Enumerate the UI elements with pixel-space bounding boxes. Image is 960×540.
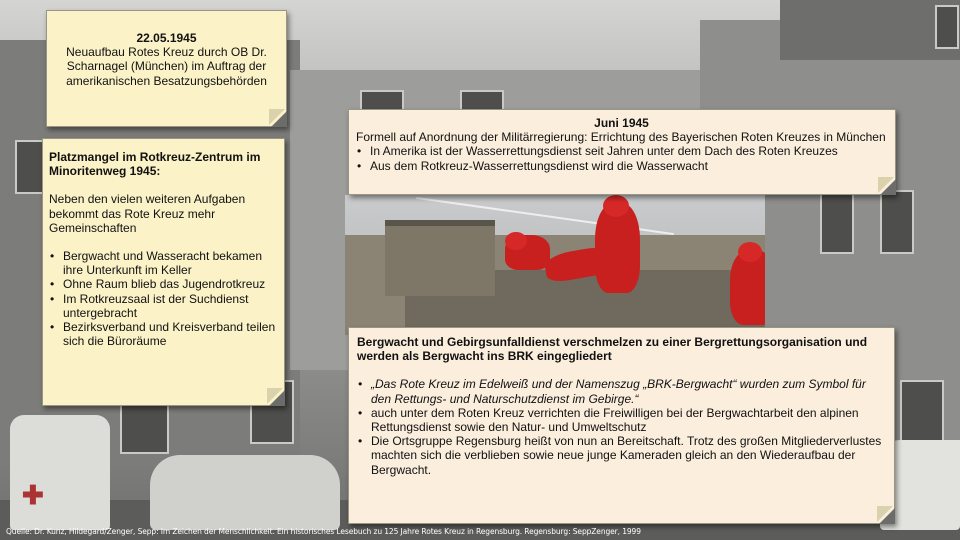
list-item: • Die Ortsgruppe Regensburg heißt von nun an Bereitschaft. Trotz des großen Mitgliederverlustes machten sich die verblieben sowie neue junge Kameraden gleich an den Wiederaufbau der Bergwacht.: [357, 434, 886, 477]
note-date: Juni 1945: [594, 116, 649, 130]
background-window: [935, 5, 959, 49]
list-item: • Bergwacht und Wasseracht bekamen ihre Unterkunft im Keller: [49, 249, 276, 277]
source-citation: Quelle: Dr. Kunz, Hildegard/Zenger, Sepp: Im Zeichen der Menschlichkeit. Ein historisches Lesebuch zu 125 Jahre Rotes Kreuz in Regensburg. Regensburg: SeppZenger, 1999: [6, 527, 641, 536]
photo-chimney: [385, 220, 495, 296]
list-item: • Ohne Raum blieb das Jugendrotkreuz: [49, 277, 276, 291]
note-bullet-list: [356, 144, 887, 172]
note-line: Neuaufbau Rotes Kreuz durch OB Dr.: [66, 45, 267, 60]
photo-helmet: [505, 232, 527, 250]
background-window: [880, 190, 914, 254]
note-mountain-rescue: [348, 327, 895, 524]
note-space-shortage: [42, 138, 285, 406]
list-item: • Aus dem Rotkreuz-Wasserrettungsdienst wird die Wasserwacht: [356, 159, 887, 173]
note-line: Scharnagel (München) im Auftrag der: [66, 59, 267, 74]
note-date: 22.05.1945: [136, 31, 197, 45]
list-item: • Im Rotkreuzsaal ist der Suchdienst untergebracht: [49, 292, 276, 320]
note-may-1945: [46, 10, 287, 127]
red-cross-icon: ✚: [22, 480, 44, 510]
background-car: [150, 455, 340, 530]
note-title: Bergwacht und Gebirgsunfalldienst verschmelzen zu einer Bergrettungsorganisation und werden als Bergwacht ins BRK eingegliedert: [357, 335, 868, 364]
note-intro: Neben den vielen weiteren Aufgaben bekommt das Rote Kreuz mehr Gemeinschaften: [49, 192, 246, 235]
note-bullet-list: [49, 249, 276, 348]
list-item: • Bezirksverband und Kreisverband teilen sich die Büroräume: [49, 320, 276, 348]
list-item: • auch unter dem Roten Kreuz verrichten die Freiwilligen bei der Bergwachtarbeit den alpinen Rettungsdienst sowie den Natur- und Umweltschutz: [357, 406, 886, 434]
rescue-photo: [345, 195, 765, 335]
note-line: amerikanischen Besatzungsbehörden: [66, 73, 267, 88]
background-window: [820, 190, 854, 254]
note-bullet-list: [357, 377, 886, 476]
list-item: • In Amerika ist der Wasserrettungsdienst seit Jahren unter dem Dach des Roten Kreuzes: [356, 144, 887, 158]
note-june-1945: [348, 109, 896, 195]
background-window: [120, 400, 169, 454]
background-roof: [780, 0, 960, 60]
list-item-quote: • „Das Rote Kreuz im Edelweiß und der Namenszug „BRK-Bergwacht“ wurden zum Symbol für den Rettungs- und Naturschutzdienst im Gebirge.“: [357, 377, 886, 405]
background-window: [900, 380, 944, 444]
photo-helmet: [603, 195, 629, 217]
photo-helmet: [738, 242, 762, 262]
note-line: Formell auf Anordnung der Militärregierung: Errichtung des Bayerischen Roten Kreuzes in München: [356, 130, 886, 145]
background-ambulance: [10, 415, 110, 530]
note-title: Platzmangel im Rotkreuz-Zentrum im Minoritenweg 1945:: [49, 150, 261, 179]
